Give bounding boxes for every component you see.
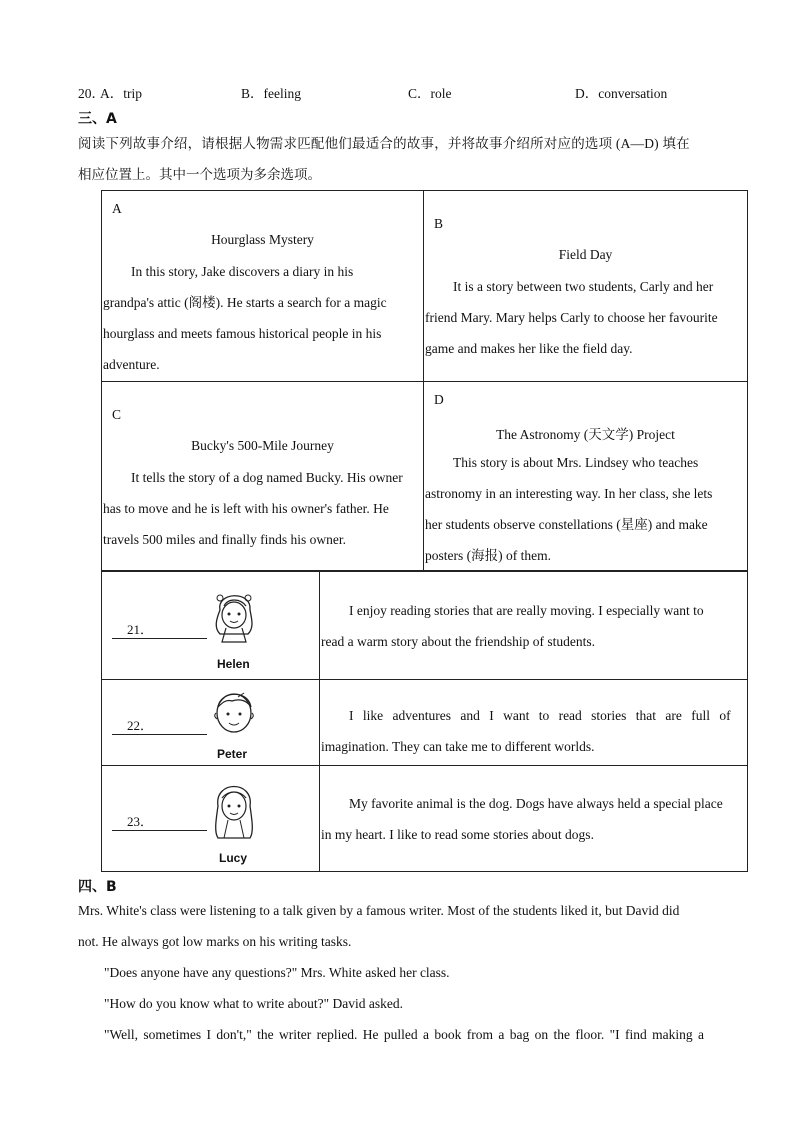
boy-portrait-icon bbox=[208, 685, 260, 745]
girl-long-hair-icon bbox=[206, 776, 262, 848]
instruction-line-1: 阅读下列故事介绍，请根据人物需求匹配他们最适合的故事，并将故事介绍所对应的选项 (A—D) 填在 bbox=[78, 136, 690, 151]
need-line: I enjoy reading stories that are really moving. I especially want to bbox=[349, 603, 704, 618]
story-line: It is a story between two students, Carly and her bbox=[453, 279, 714, 294]
story-title: Field Day bbox=[558, 247, 613, 262]
story-d bbox=[424, 382, 747, 570]
need-helen bbox=[320, 572, 747, 679]
need-line: I like adventures and I want to read stories that are full of bbox=[349, 708, 731, 723]
stories-table bbox=[101, 190, 748, 571]
need-text bbox=[321, 788, 746, 850]
paragraph-1-line-1: Mrs. White's class were listening to a talk given by a famous writer. Most of the students liked it, but David did bbox=[78, 903, 680, 918]
person-name: Helen bbox=[217, 657, 250, 671]
paragraph-4: "Well, sometimes I don't," the writer replied. He pulled a book from a bag on the floor. "I find making a bbox=[104, 1027, 704, 1042]
story-title: Hourglass Mystery bbox=[211, 232, 314, 247]
story-line: posters (海报) of them. bbox=[425, 548, 551, 563]
need-line: imagination. They can take me to different worlds. bbox=[321, 739, 595, 754]
section-3-heading: 三、A bbox=[78, 111, 117, 127]
answer-blank-21[interactable]: 21． bbox=[112, 619, 207, 639]
person-lucy bbox=[102, 766, 319, 871]
answer-blank-22[interactable]: 22． bbox=[112, 715, 207, 735]
story-line: her students observe constellations (星座) and make bbox=[425, 517, 708, 532]
person-helen bbox=[102, 572, 319, 679]
story-line: grandpa's attic (阁楼). He starts a search for a magic bbox=[103, 295, 387, 310]
story-line: has to move and he is left with his owner's father. He bbox=[103, 501, 389, 516]
story-line: travels 500 miles and finally finds his owner. bbox=[103, 532, 346, 547]
need-line: read a warm story about the friendship of students. bbox=[321, 634, 596, 649]
story-body bbox=[103, 256, 422, 380]
need-line: in my heart. I like to read some stories about dogs. bbox=[321, 827, 594, 842]
story-line: friend Mary. Mary helps Carly to choose her favourite bbox=[425, 310, 718, 325]
person-name: Peter bbox=[217, 747, 248, 761]
person-peter bbox=[102, 680, 319, 765]
story-a bbox=[102, 191, 423, 381]
option-d: D．conversation bbox=[575, 86, 668, 101]
person-name: Lucy bbox=[219, 851, 248, 865]
story-line: astronomy in an interesting way. In her class, she lets bbox=[425, 486, 713, 501]
people-table bbox=[101, 571, 748, 872]
option-a: A．trip bbox=[100, 86, 142, 101]
story-line: hourglass and meets famous historical people in his bbox=[103, 326, 382, 341]
story-body bbox=[425, 271, 746, 364]
story-title: The Astronomy (天文学) Project bbox=[496, 427, 675, 442]
instruction-line-2: 相应位置上。其中一个选项为多余选项。 bbox=[78, 167, 321, 182]
story-c bbox=[102, 382, 423, 570]
story-letter: D bbox=[434, 392, 444, 407]
story-line: It tells the story of a dog named Bucky. His owner bbox=[131, 470, 403, 485]
story-title: Bucky's 500-Mile Journey bbox=[191, 438, 334, 453]
question-20 bbox=[78, 82, 758, 102]
paragraph-1-line-2: not. He always got low marks on his writing tasks. bbox=[78, 934, 352, 949]
story-letter: C bbox=[112, 407, 122, 422]
story-line: This story is about Mrs. Lindsey who teaches bbox=[453, 455, 699, 470]
story-line: adventure. bbox=[103, 357, 160, 372]
story-line: game and makes her like the field day. bbox=[425, 341, 633, 356]
story-letter: B bbox=[434, 216, 444, 231]
paragraph-2: "Does anyone have any questions?" Mrs. White asked her class. bbox=[104, 965, 450, 980]
need-text bbox=[321, 595, 746, 657]
need-line: My favorite animal is the dog. Dogs have always held a special place bbox=[349, 796, 723, 811]
answer-blank-23[interactable]: 23． bbox=[112, 811, 207, 831]
story-b bbox=[424, 191, 747, 381]
need-text bbox=[321, 700, 746, 762]
question-number: 20． bbox=[78, 86, 105, 101]
story-line: In this story, Jake discovers a diary in his bbox=[131, 264, 354, 279]
story-body bbox=[103, 462, 422, 555]
paragraph-3: "How do you know what to write about?" David asked. bbox=[104, 996, 403, 1011]
need-lucy bbox=[320, 766, 747, 871]
story-letter: A bbox=[112, 201, 122, 216]
option-b: B．feeling bbox=[241, 86, 301, 101]
section-4-heading: 四、B bbox=[78, 879, 117, 895]
story-body bbox=[425, 447, 746, 571]
option-c: C．role bbox=[408, 86, 452, 101]
need-peter bbox=[320, 680, 747, 765]
girl-portrait-icon bbox=[206, 584, 262, 656]
